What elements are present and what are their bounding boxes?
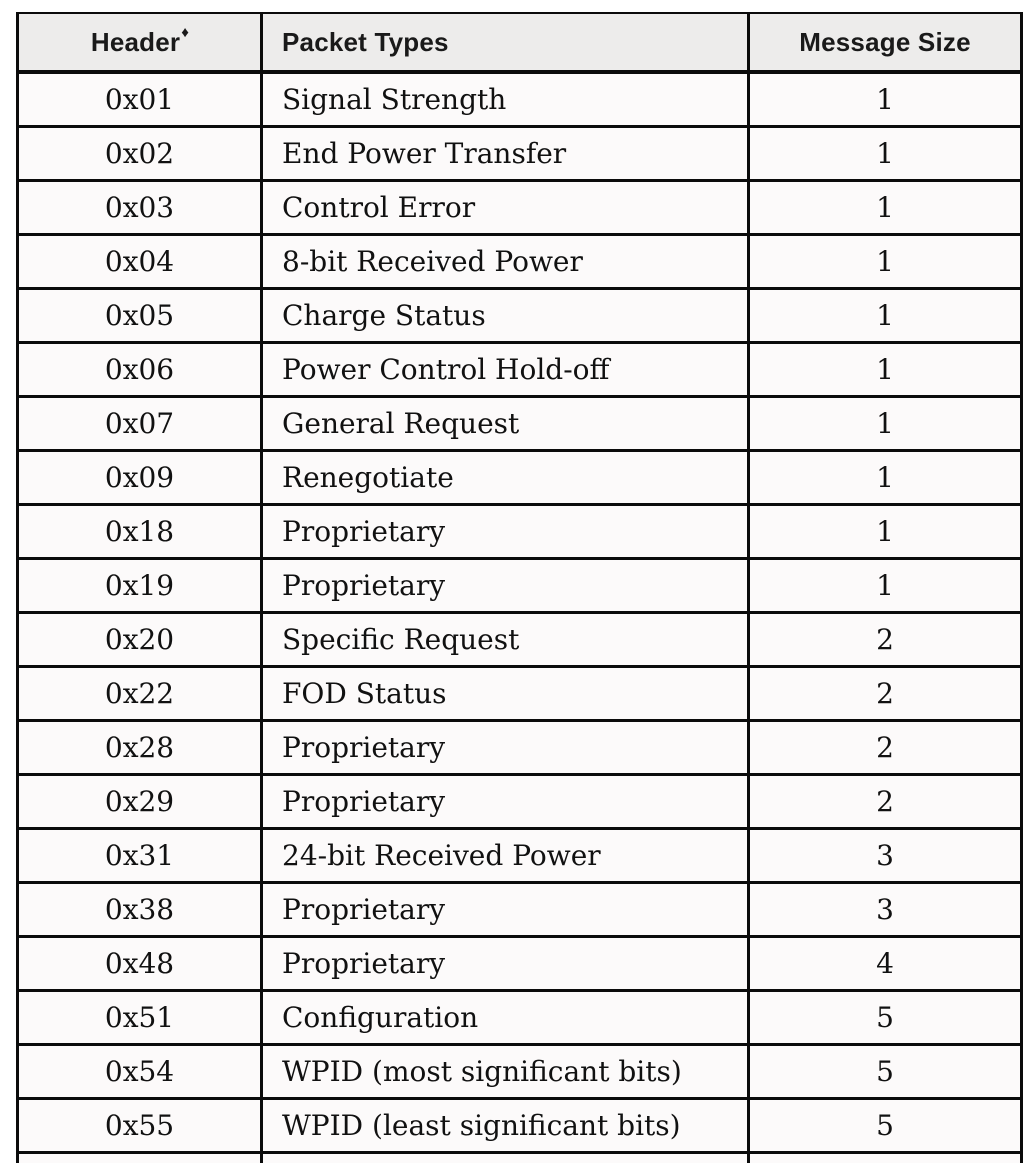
message-size-cell: 1 (876, 407, 894, 440)
table-row (19, 398, 1020, 452)
column-header-message-size-label: Message Size (799, 26, 971, 57)
header-code-cell: 0x54 (19, 1046, 263, 1097)
packet-type-cell: Proprietary (263, 938, 750, 989)
packet-type-cell: Control Error (263, 182, 750, 233)
table-row (19, 668, 1020, 722)
message-size-cell: 2 (876, 677, 894, 710)
column-header-header-label: Header (90, 26, 181, 57)
message-size-cell: 2 (876, 623, 894, 656)
packet-type-cell: General Request (263, 398, 750, 449)
table-row (19, 1100, 1020, 1154)
packet-type-cell: WPID (most significant bits) (263, 1046, 750, 1097)
header-code-cell: 0x09 (19, 452, 263, 503)
header-code-cell: 0x55 (19, 1100, 263, 1151)
header-code-cell: 0x03 (19, 182, 263, 233)
header-code-cell: 0x51 (19, 992, 263, 1043)
message-size-cell: 5 (876, 1055, 894, 1088)
packet-type-cell: Proprietary (263, 506, 750, 557)
header-code-cell: 0x31 (19, 830, 263, 881)
column-header-header: Header ♦ (19, 14, 263, 70)
header-code-cell: 0x04 (19, 236, 263, 287)
message-size-cell: 1 (876, 137, 894, 170)
table-row (19, 506, 1020, 560)
message-size-cell: 1 (876, 299, 894, 332)
message-size-cell: 1 (876, 83, 894, 116)
table-row (19, 236, 1020, 290)
table-row (19, 830, 1020, 884)
header-code-cell: 0x38 (19, 884, 263, 935)
packet-type-cell: Renegotiate (263, 452, 750, 503)
packet-type-cell: Proprietary (263, 884, 750, 935)
message-size-cell: 2 (876, 731, 894, 764)
table-row (19, 560, 1020, 614)
packet-type-cell: Proprietary (263, 560, 750, 611)
message-size-cell: 3 (876, 839, 894, 872)
header-code-cell: 0x20 (19, 614, 263, 665)
message-size-cell: 5 (876, 1109, 894, 1142)
header-code-cell: 0x29 (19, 776, 263, 827)
message-size-cell: 4 (876, 947, 894, 980)
header-code-cell: 0x48 (19, 938, 263, 989)
column-header-packet-types-label: Packet Types (282, 26, 449, 57)
message-size-cell: 1 (876, 461, 894, 494)
header-code-cell: 0x02 (19, 128, 263, 179)
table-row (19, 128, 1020, 182)
table-row (19, 722, 1020, 776)
header-code-cell: 0x01 (19, 74, 263, 125)
packet-type-cell: WPID (least significant bits) (263, 1100, 750, 1151)
table-row (19, 452, 1020, 506)
packet-type-cell: Proprietary (263, 776, 750, 827)
packet-type-cell: Specific Request (263, 614, 750, 665)
packet-type-cell: 24-bit Received Power (263, 830, 750, 881)
message-size-cell: 2 (876, 785, 894, 818)
table-body (19, 74, 1020, 1154)
column-header-message-size (750, 14, 1020, 70)
table-row (19, 344, 1020, 398)
message-size-cell: 1 (876, 515, 894, 548)
table-row (19, 74, 1020, 128)
packet-type-cell: Power Control Hold-off (263, 344, 750, 395)
packet-types-table (16, 12, 1023, 1163)
table-row (19, 182, 1020, 236)
table-row (19, 776, 1020, 830)
table-row (19, 884, 1020, 938)
column-header-packet-types (263, 14, 750, 70)
header-code-cell: 0x07 (19, 398, 263, 449)
header-code-cell: 0x19 (19, 560, 263, 611)
table-row (19, 992, 1020, 1046)
packet-type-cell: 8-bit Received Power (263, 236, 750, 287)
table-header-row (19, 14, 1020, 74)
message-size-cell: 1 (876, 191, 894, 224)
packet-type-cell: Charge Status (263, 290, 750, 341)
table-row (19, 290, 1020, 344)
table-row (19, 614, 1020, 668)
header-code-cell: 0x22 (19, 668, 263, 719)
table-row (19, 938, 1020, 992)
header-code-cell: 0x05 (19, 290, 263, 341)
message-size-cell: 5 (876, 1001, 894, 1034)
packet-type-cell: Configuration (263, 992, 750, 1043)
packet-type-cell: End Power Transfer (263, 128, 750, 179)
header-code-cell: 0x06 (19, 344, 263, 395)
table-row-partial (19, 1154, 1020, 1163)
message-size-cell: 3 (876, 893, 894, 926)
message-size-cell: 1 (876, 245, 894, 278)
table-row (19, 1046, 1020, 1100)
packet-type-cell: Signal Strength (263, 74, 750, 125)
header-code-cell: 0x18 (19, 506, 263, 557)
message-size-cell: 1 (876, 569, 894, 602)
message-size-cell: 1 (876, 353, 894, 386)
packet-type-cell: FOD Status (263, 668, 750, 719)
header-code-cell: 0x28 (19, 722, 263, 773)
packet-type-cell: Proprietary (263, 722, 750, 773)
